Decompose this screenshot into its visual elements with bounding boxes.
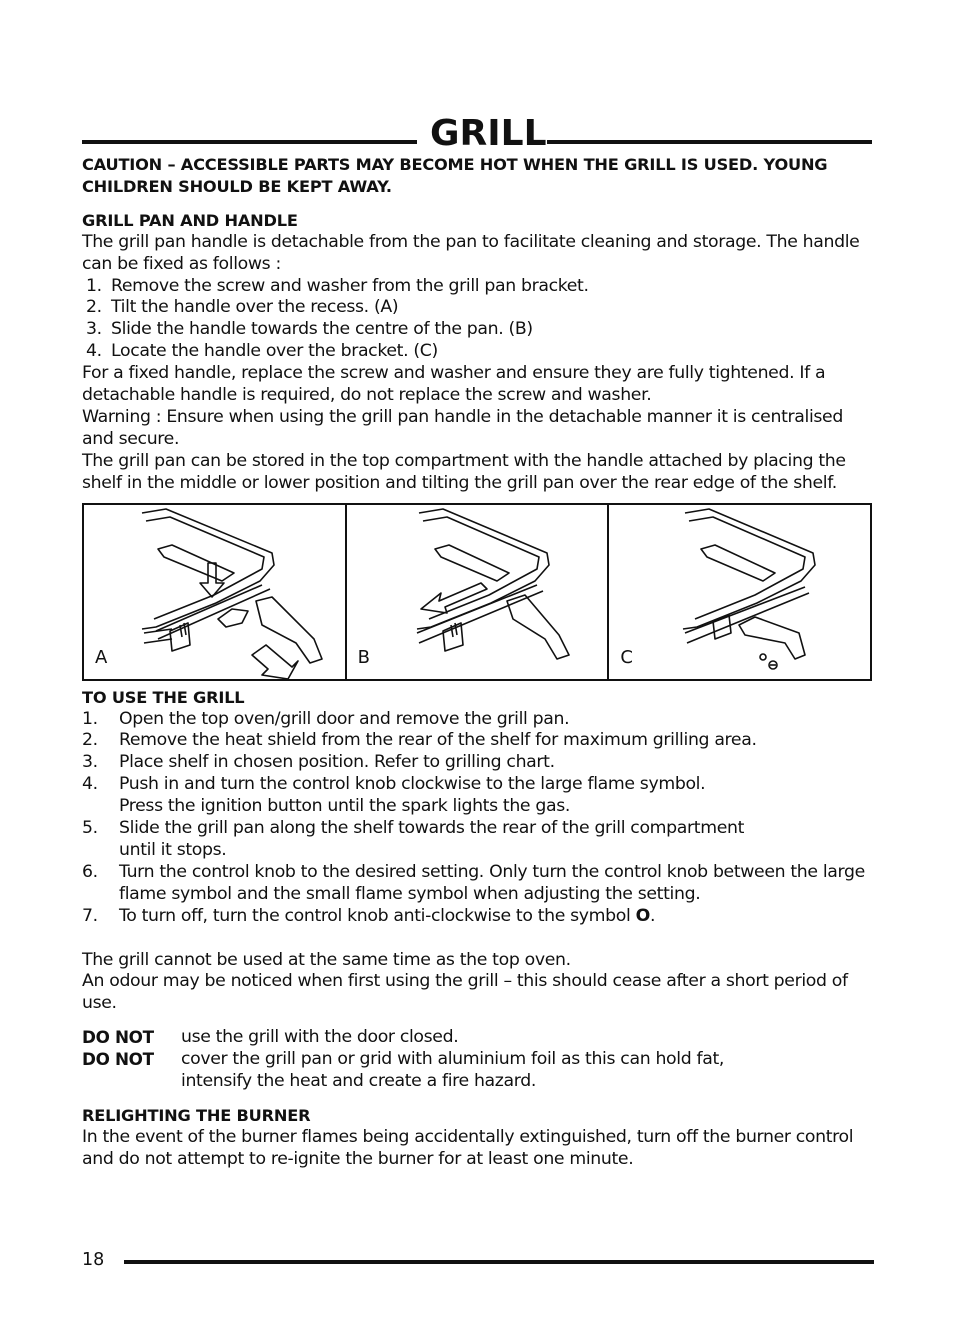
page-title: GRILL [430, 113, 547, 154]
fixed-handle-paragraph: For a fixed handle, replace the screw and washer and ensure they are fully tightened. If a detachable handle is required, do not replace the screw and washer. [82, 363, 826, 406]
list-item: 6. Turn the control knob to the desired setting. Only turn the control knob between the large flame symbol and the small flame symbol when adjusting the setting. [82, 861, 865, 904]
donot-item [82, 1049, 872, 1093]
figure-label: A [95, 646, 107, 668]
grill-pan-intro: The grill pan handle is detachable from the pan to facilitate cleaning and storage. The handle can be fixed as follows : [82, 231, 860, 274]
storage-paragraph: The grill pan can be stored in the top compartment with the handle attached by placing the shelf in the middle or lower position and tilting the grill pan over the rear edge of the shelf. [82, 450, 846, 493]
list-item: 7. To turn off, turn the control knob anti-clockwise to the symbol O. [82, 905, 656, 926]
figure-c [609, 505, 870, 679]
odour-note: An odour may be noticed when first using the grill – this should cease after a short period of use. [82, 971, 848, 1014]
grill-pan-handle-illustration-a [84, 505, 346, 679]
donot-label: DO NOT [82, 1027, 154, 1048]
page-content [82, 154, 872, 1171]
warning-paragraph: Warning : Ensure when using the grill pan handle in the detachable manner it is centralised and secure. [82, 406, 843, 449]
list-item: 5. Slide the grill pan along the shelf towards the rear of the grill compartment until it stops. [82, 818, 745, 860]
list-item: 4. Push in and turn the control knob clockwise to the large flame symbol. Press the ignition button until the spark lights the gas. [82, 774, 706, 817]
page-number: 18 [82, 1250, 105, 1270]
page-footer [82, 1247, 874, 1273]
list-item: 2. Tilt the handle over the recess. (A) [86, 297, 399, 318]
handle-figures [82, 503, 872, 681]
relight-heading: RELIGHTING THE BURNER [82, 1106, 311, 1125]
donot-label: DO NOT [82, 1049, 154, 1070]
donot-item [82, 1027, 872, 1049]
footer-rule [124, 1260, 874, 1264]
grill-pan-handle-illustration-b [347, 505, 609, 679]
handle-steps-list [82, 276, 872, 364]
page-header [82, 112, 872, 156]
donot-text: cover the grill pan or grid with aluminium foil as this can hold fat, intensify the heat and create a fire hazard. [181, 1049, 725, 1092]
use-grill-heading: TO USE THE GRILL [82, 687, 245, 707]
list-item: 4. Locate the handle over the bracket. (C) [86, 341, 438, 362]
oven-note: The grill cannot be used at the same time as the top oven. [82, 949, 571, 970]
title-rule-left [82, 140, 417, 144]
figure-label: B [357, 646, 370, 668]
list-item: 3. Slide the handle towards the centre of the pan. (B) [86, 319, 533, 340]
grill-pan-heading: GRILL PAN AND HANDLE [82, 210, 298, 230]
donot-text: use the grill with the door closed. [181, 1027, 459, 1048]
title-rule-right [547, 140, 872, 144]
relight-text: In the event of the burner flames being accidentally extinguished, turn off the burner control and do not attempt to re-ignite the burner for at least one minute. [82, 1126, 854, 1169]
figure-b [347, 505, 610, 679]
figure-label: C [620, 646, 633, 668]
caution-notice: CAUTION – ACCESSIBLE PARTS MAY BECOME HOT WHEN THE GRILL IS USED. YOUNG CHILDREN SHOULD BE KEPT AWAY. [82, 155, 828, 196]
list-item: 1. Open the top oven/grill door and remove the grill pan. [82, 708, 570, 729]
off-symbol: O [635, 905, 650, 926]
list-item: 3. Place shelf in chosen position. Refer to grilling chart. [82, 752, 555, 773]
list-item: 1. Remove the screw and washer from the grill pan bracket. [86, 275, 589, 296]
use-grill-steps-list [82, 709, 872, 928]
grill-pan-handle-illustration-c [609, 505, 871, 679]
figure-a [84, 505, 347, 679]
list-item: 2. Remove the heat shield from the rear of the shelf for maximum grilling area. [82, 730, 757, 751]
